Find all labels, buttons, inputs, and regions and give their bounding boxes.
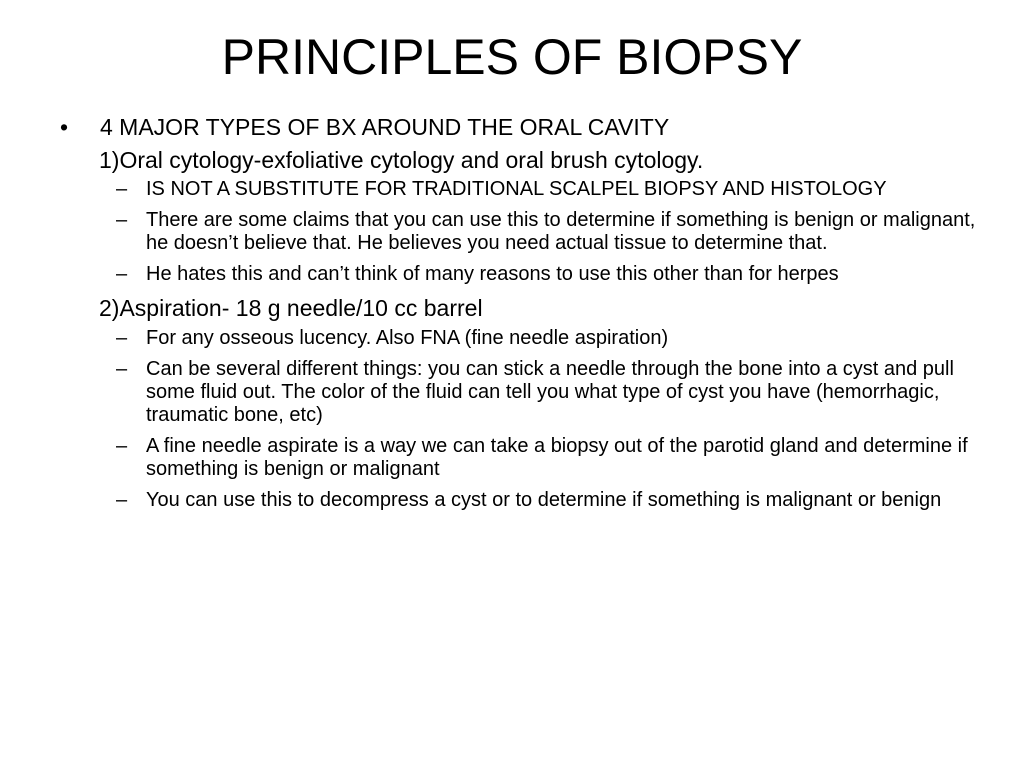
section2-item-text: A fine needle aspirate is a way we can take a biopsy out of the parotid gland and determine if something is benign or malignant — [146, 435, 968, 481]
section1-item-text: IS NOT A SUBSTITUTE FOR TRADITIONAL SCALPEL BIOPSY AND HISTOLOGY — [146, 178, 887, 201]
section2-item-text: For any osseous lucency. Also FNA (fine needle aspiration) — [146, 327, 669, 350]
section2-heading: 2)Aspiration- 18 g needle/10 cc barrel — [99, 295, 483, 322]
section1-item — [56, 263, 976, 286]
dash-icon: – — [116, 489, 128, 512]
section1-item-text: There are some claims that you can use this to determine if something is benign or malignant, he doesn’t believe that. He believes you need actual tissue to determine that. — [146, 209, 976, 255]
section2-item — [56, 358, 976, 427]
slide-content — [56, 114, 976, 520]
slide-title: PRINCIPLES OF BIOPSY — [221, 29, 803, 85]
section2-item — [56, 327, 976, 350]
dash-icon: – — [116, 435, 128, 458]
dash-icon: – — [116, 327, 128, 350]
dash-icon: – — [116, 263, 128, 286]
bullet-icon: • — [60, 114, 69, 140]
main-bullet-item — [56, 114, 976, 142]
main-bullet-text: 4 MAJOR TYPES OF BX AROUND THE ORAL CAVITY — [100, 114, 670, 140]
dash-icon: – — [116, 178, 128, 201]
section1-item — [56, 178, 976, 201]
dash-icon: – — [116, 358, 128, 381]
section2-item-text: Can be several different things: you can stick a needle through the bone into a cyst and pull some fluid out. The color of the fluid can tell you what type of cyst you have (hemorrhagic, traumatic bone, etc) — [146, 358, 954, 427]
dash-icon: – — [116, 209, 128, 232]
section1-item-text: He hates this and can’t think of many reasons to use this other than for herpes — [146, 263, 839, 286]
section1-item — [56, 209, 976, 255]
section2-item — [56, 489, 976, 512]
section2-item — [56, 435, 976, 481]
section2-item-text: You can use this to decompress a cyst or to determine if something is malignant or benign — [146, 489, 942, 512]
section1-heading: 1)Oral cytology-exfoliative cytology and oral brush cytology. — [99, 146, 704, 173]
